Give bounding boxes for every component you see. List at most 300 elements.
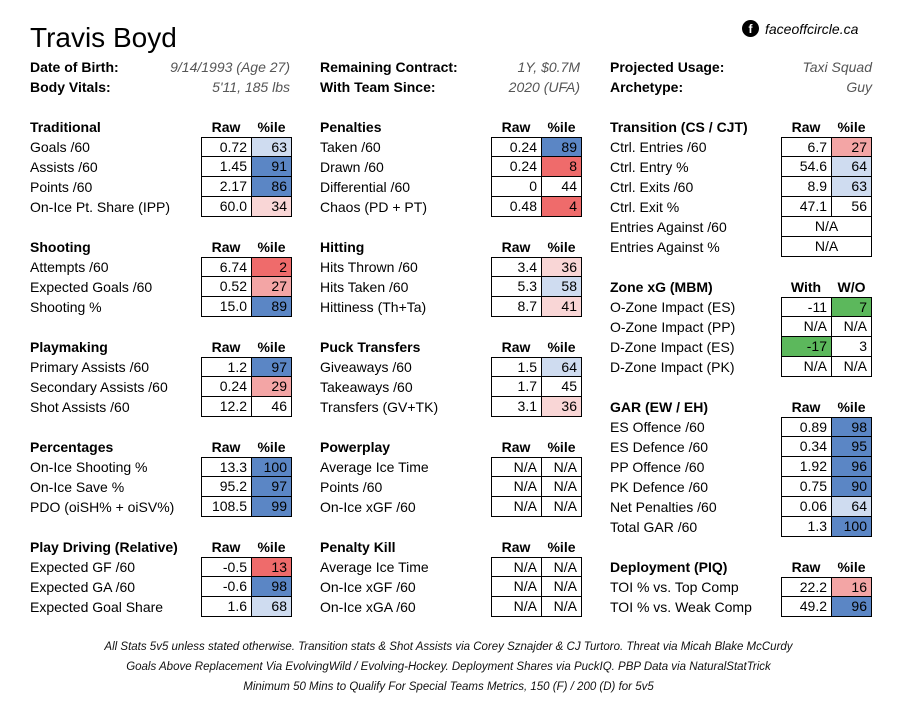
stat-percentile: 13: [252, 558, 291, 576]
stat-raw: 6.74: [202, 258, 252, 276]
faceoffcircle-logo-icon: f: [742, 20, 759, 37]
stat-raw: 0.89: [782, 418, 832, 436]
section-header: [30, 237, 292, 257]
stat-raw: N/A: [492, 477, 542, 496]
section-penalties: [320, 117, 582, 217]
stat-row: [30, 477, 292, 497]
stat-value-box: [201, 397, 292, 417]
player-name: Travis Boyd: [30, 22, 177, 53]
stat-raw: 108.5: [202, 497, 252, 516]
stat-percentile: 95: [832, 437, 871, 456]
stat-raw: 12.2: [202, 397, 252, 416]
stat-row: [320, 137, 582, 157]
stat-raw: 15.0: [202, 297, 252, 316]
stat-percentile: 97: [252, 477, 291, 496]
stat-label: Goals /60: [30, 139, 90, 155]
stat-row: [30, 557, 292, 577]
stat-raw: 60.0: [202, 197, 252, 216]
stat-percentile: 45: [542, 377, 581, 396]
stat-raw: 2.17: [202, 177, 252, 196]
stat-label: On-Ice Save %: [30, 479, 125, 495]
stat-row: [610, 357, 872, 377]
stat-row: [30, 497, 292, 517]
stat-label: TOI % vs. Top Comp: [610, 579, 739, 595]
stat-percentile: 27: [252, 277, 291, 296]
stat-row: [610, 297, 872, 317]
stat-label: Points /60: [30, 179, 93, 195]
stat-percentile: 64: [542, 358, 581, 376]
stat-value-box: [781, 137, 872, 157]
stat-value-box: [201, 197, 292, 217]
stat-value-box: [201, 297, 292, 317]
stat-raw: 0.72: [202, 138, 252, 156]
stat-raw: N/A: [492, 497, 542, 516]
stat-percentile: 29: [252, 377, 291, 396]
stat-value-box: [491, 577, 582, 597]
stat-row: [320, 197, 582, 217]
section-zone-xg-mbm: [610, 277, 872, 377]
section-powerplay: [320, 437, 582, 517]
stat-value-box: [781, 297, 872, 317]
stat-row: [30, 197, 292, 217]
stat-label: On-Ice Pt. Share (IPP): [30, 199, 171, 215]
info-value: 5'11, 185 lbs: [212, 79, 290, 95]
column-header-percentile: %ile: [837, 559, 866, 575]
info-value: 1Y, $0.7M: [517, 59, 580, 75]
stat-row: [320, 477, 582, 497]
stat-raw: 5.3: [492, 277, 542, 296]
stat-raw: 0.06: [782, 497, 832, 516]
stat-value-box: [491, 497, 582, 517]
stat-percentile: N/A: [542, 458, 581, 476]
stat-value-box: [491, 177, 582, 197]
stat-row: [610, 457, 872, 477]
section-title: Transition (CS / CJT): [610, 119, 748, 135]
stat-label: O-Zone Impact (PP): [610, 319, 736, 335]
stat-row: [610, 157, 872, 177]
stat-percentile: 4: [542, 197, 581, 216]
info-value: Taxi Squad: [802, 59, 872, 75]
stat-raw: 47.1: [782, 197, 832, 216]
stat-value-box: [201, 377, 292, 397]
stat-label: Drawn /60: [320, 159, 384, 175]
stat-label: ES Defence /60: [610, 439, 709, 455]
stat-row: [30, 577, 292, 597]
stat-percentile: N/A: [542, 577, 581, 596]
section-header: [30, 337, 292, 357]
stat-value-box: [781, 357, 872, 377]
stat-value-box: [781, 597, 872, 617]
footer-line: Goals Above Replacement Via EvolvingWild / Evolving-Hockey. Deployment Shares via PuckIQ. PBP Data via NaturalStatTrick: [126, 661, 771, 673]
stat-row: [30, 137, 292, 157]
stat-label: Transfers (GV+TK): [320, 399, 439, 415]
column-header-raw: Raw: [211, 339, 241, 355]
stat-raw: 0.24: [202, 377, 252, 396]
stat-percentile: 89: [542, 138, 581, 156]
column-header-percentile: %ile: [257, 339, 286, 355]
stat-label: Differential /60: [320, 179, 411, 195]
stat-label: Expected Goals /60: [30, 279, 153, 295]
stat-row: [610, 577, 872, 597]
stat-row: [610, 237, 872, 257]
stat-row: [30, 297, 292, 317]
stat-row: [30, 597, 292, 617]
stat-row: [610, 497, 872, 517]
stat-raw: N/A: [492, 597, 542, 616]
info-label: Remaining Contract:: [320, 59, 458, 75]
stat-label: Assists /60: [30, 159, 98, 175]
stat-value-box: [781, 417, 872, 437]
stat-raw: 1.3: [782, 517, 832, 536]
stat-value-box: [491, 257, 582, 277]
section-deployment-piq: [610, 557, 872, 617]
stat-row: [320, 357, 582, 377]
stat-value-box: [201, 557, 292, 577]
stat-label: TOI % vs. Weak Comp: [610, 599, 752, 615]
info-value: 2020 (UFA): [508, 79, 580, 95]
section-header: [610, 397, 872, 417]
stat-label: Hits Thrown /60: [320, 259, 418, 275]
stat-value-box: [781, 317, 872, 337]
stat-raw: 3.4: [492, 258, 542, 276]
info-label: Body Vitals:: [30, 79, 111, 95]
section-puck-transfers: [320, 337, 582, 417]
stat-raw: 1.2: [202, 358, 252, 376]
stat-value-box: [201, 477, 292, 497]
stat-value-box: [491, 557, 582, 577]
stat-raw: 0.52: [202, 277, 252, 296]
stat-percentile: 46: [252, 397, 291, 416]
section-header: [610, 557, 872, 577]
stat-value-box: [201, 497, 292, 517]
stat-row: [320, 457, 582, 477]
stat-value-box: [781, 217, 872, 237]
stat-label: Secondary Assists /60: [30, 379, 168, 395]
stat-row: [610, 137, 872, 157]
stat-percentile: 64: [832, 497, 871, 516]
stat-value-box: [491, 397, 582, 417]
stat-value-box: [781, 197, 872, 217]
info-value: 9/14/1993 (Age 27): [170, 59, 290, 75]
section-shooting: [30, 237, 292, 317]
stat-row: [320, 577, 582, 597]
column-header-raw: With: [790, 279, 822, 295]
info-date-of-birth: [30, 57, 290, 77]
section-header: [610, 117, 872, 137]
stat-percentile: 41: [542, 297, 581, 316]
column-header-percentile: %ile: [547, 119, 576, 135]
stat-raw: 1.5: [492, 358, 542, 376]
stat-label: Chaos (PD + PT): [320, 199, 427, 215]
section-playmaking: [30, 337, 292, 417]
stat-value: N/A: [814, 218, 839, 234]
stat-value-box: [201, 177, 292, 197]
stat-value-box: [201, 277, 292, 297]
stat-label: Net Penalties /60: [610, 499, 717, 515]
stat-value-box: [201, 157, 292, 177]
column-header-raw: Raw: [791, 399, 821, 415]
stat-value-box: [491, 597, 582, 617]
stat-percentile: 99: [252, 497, 291, 516]
stat-raw: N/A: [782, 357, 832, 376]
section-title: Percentages: [30, 439, 114, 455]
stat-label: Giveaways /60: [320, 359, 412, 375]
stat-value-box: [491, 357, 582, 377]
stat-value-box: [781, 497, 872, 517]
stat-row: [610, 217, 872, 237]
section-title: Powerplay: [320, 439, 391, 455]
stat-value-box: [491, 197, 582, 217]
stat-percentile: 36: [542, 258, 581, 276]
section-play-driving-relative: [30, 537, 292, 617]
stat-percentile: 16: [832, 578, 871, 596]
stat-value-box: [201, 457, 292, 477]
stat-value-box: [201, 577, 292, 597]
section-title: Puck Transfers: [320, 339, 421, 355]
stat-percentile: 63: [252, 138, 291, 156]
section-percentages: [30, 437, 292, 517]
section-title: Deployment (PIQ): [610, 559, 728, 575]
stat-label: Entries Against %: [610, 239, 720, 255]
stat-label: Points /60: [320, 479, 383, 495]
section-title: Hitting: [320, 239, 365, 255]
stat-raw: 0: [492, 177, 542, 196]
section-transition-cs-cjt: [610, 117, 872, 257]
stat-row: [320, 277, 582, 297]
stat-percentile: 89: [252, 297, 291, 316]
section-header: [30, 437, 292, 457]
stat-label: D-Zone Impact (ES): [610, 339, 735, 355]
column-header-percentile: %ile: [257, 239, 286, 255]
stat-label: Ctrl. Exits /60: [610, 179, 694, 195]
stat-value-box: [491, 277, 582, 297]
stat-percentile: 96: [832, 457, 871, 476]
column-header-percentile: %ile: [837, 399, 866, 415]
column-header-raw: Raw: [211, 539, 241, 555]
stat-label: Expected GF /60: [30, 559, 136, 575]
stat-label: Total GAR /60: [610, 519, 698, 535]
stat-label: Average Ice Time: [320, 559, 429, 575]
stat-raw: 1.45: [202, 157, 252, 176]
footer-line: Minimum 50 Mins to Qualify For Special Teams Metrics, 150 (F) / 200 (D) for 5v5: [243, 681, 654, 693]
stat-row: [30, 257, 292, 277]
stat-raw: 95.2: [202, 477, 252, 496]
stat-row: [610, 517, 872, 537]
stat-value-box: [781, 517, 872, 537]
stat-raw: 0.48: [492, 197, 542, 216]
stat-percentile: 64: [832, 157, 871, 176]
column-header-percentile: W/O: [837, 279, 866, 295]
section-gar-ew-eh: [610, 397, 872, 537]
stat-label: On-Ice Shooting %: [30, 459, 148, 475]
stat-raw: 8.7: [492, 297, 542, 316]
info-archetype: [610, 77, 872, 97]
stat-percentile: 91: [252, 157, 291, 176]
column-header-percentile: %ile: [547, 339, 576, 355]
section-title: Playmaking: [30, 339, 108, 355]
stat-label: Average Ice Time: [320, 459, 429, 475]
stat-percentile: N/A: [843, 318, 867, 334]
section-hitting: [320, 237, 582, 317]
section-header: [610, 277, 872, 297]
column-header-raw: Raw: [501, 339, 531, 355]
stat-percentile: 96: [832, 597, 871, 616]
column-header-raw: Raw: [501, 539, 531, 555]
stat-percentile: 56: [832, 197, 871, 216]
stat-label: On-Ice xGF /60: [320, 579, 416, 595]
stat-label: ES Offence /60: [610, 419, 705, 435]
stat-raw: 0.75: [782, 477, 832, 496]
stat-percentile: 2: [252, 258, 291, 276]
section-penalty-kill: [320, 537, 582, 617]
section-header: [320, 237, 582, 257]
stat-percentile: 36: [542, 397, 581, 416]
stat-row: [320, 157, 582, 177]
section-title: Penalties: [320, 119, 382, 135]
column-header-percentile: %ile: [547, 539, 576, 555]
info-projected-usage: [610, 57, 872, 77]
section-title: GAR (EW / EH): [610, 399, 708, 415]
brand-site: faceoffcircle.ca: [765, 20, 859, 37]
stat-value-box: [491, 157, 582, 177]
stat-row: [30, 177, 292, 197]
stat-label: Hittiness (Th+Ta): [320, 299, 427, 315]
stat-label: Taken /60: [320, 139, 381, 155]
section-header: [30, 117, 292, 137]
stat-label: O-Zone Impact (ES): [610, 299, 736, 315]
stat-row: [610, 177, 872, 197]
stat-label: PDO (oiSH% + oiSV%): [30, 499, 175, 515]
stat-percentile: 7: [832, 298, 871, 316]
stat-raw: 1.92: [782, 457, 832, 476]
stat-percentile: 86: [252, 177, 291, 196]
info-label: Archetype:: [610, 79, 684, 95]
column-header-percentile: %ile: [257, 439, 286, 455]
stat-row: [30, 457, 292, 477]
stat-percentile: 68: [252, 597, 291, 616]
stat-row: [610, 417, 872, 437]
stat-raw: 6.7: [782, 138, 832, 156]
stat-percentile: 90: [832, 477, 871, 496]
column-header-percentile: %ile: [257, 119, 286, 135]
column-header-raw: Raw: [791, 559, 821, 575]
stat-label: Ctrl. Exit %: [610, 199, 680, 215]
stat-percentile: 58: [542, 277, 581, 296]
stat-row: [320, 177, 582, 197]
stat-percentile: 44: [542, 177, 581, 196]
stat-raw: N/A: [782, 317, 832, 336]
column-header-percentile: %ile: [257, 539, 286, 555]
stat-raw: 22.2: [782, 578, 832, 596]
stat-percentile: 100: [252, 458, 291, 476]
stat-label: Shooting %: [30, 299, 102, 315]
section-title: Traditional: [30, 119, 101, 135]
stat-raw: -11: [782, 298, 832, 316]
column-header-raw: Raw: [501, 119, 531, 135]
stat-percentile: 98: [832, 418, 871, 436]
stat-label: PK Defence /60: [610, 479, 709, 495]
section-title: Play Driving (Relative): [30, 539, 178, 555]
section-header: [320, 537, 582, 557]
stat-value-box: [781, 477, 872, 497]
info-value: Guy: [846, 79, 872, 95]
stat-label: Expected GA /60: [30, 579, 136, 595]
stat-row: [30, 357, 292, 377]
stat-row: [610, 197, 872, 217]
stat-value-box: [781, 237, 872, 257]
info-remaining-contract: [320, 57, 580, 77]
footer-notes: [0, 637, 897, 697]
stat-value-box: [491, 137, 582, 157]
column-header-percentile: %ile: [547, 239, 576, 255]
stat-value-box: [201, 257, 292, 277]
stat-row: [320, 257, 582, 277]
column-header-percentile: %ile: [547, 439, 576, 455]
info-label: Date of Birth:: [30, 59, 119, 75]
stat-raw: -0.5: [202, 558, 252, 576]
stat-row: [30, 397, 292, 417]
stat-value-box: [781, 457, 872, 477]
stat-raw: 8.9: [782, 177, 832, 196]
brand[interactable]: [742, 20, 858, 37]
stat-raw: -0.6: [202, 577, 252, 596]
stat-value-box: [781, 177, 872, 197]
column-header-raw: Raw: [211, 119, 241, 135]
stat-value-box: [491, 457, 582, 477]
stat-row: [320, 397, 582, 417]
stat-value-box: [781, 577, 872, 597]
info-with-team-since: [320, 77, 580, 97]
stat-percentile: 100: [832, 517, 871, 536]
stat-row: [610, 437, 872, 457]
column-header-raw: Raw: [211, 439, 241, 455]
stat-percentile: N/A: [542, 558, 581, 576]
stat-raw: 13.3: [202, 458, 252, 476]
stat-row: [610, 337, 872, 357]
stat-row: [610, 597, 872, 617]
stat-value-box: [781, 437, 872, 457]
stat-percentile: 98: [252, 577, 291, 596]
info-body-vitals: [30, 77, 290, 97]
section-header: [320, 437, 582, 457]
stat-raw: 49.2: [782, 597, 832, 616]
stat-value-box: [491, 477, 582, 497]
stat-raw: N/A: [492, 458, 542, 476]
stat-value-box: [201, 357, 292, 377]
stat-raw: 0.34: [782, 437, 832, 456]
stat-percentile: 27: [832, 138, 871, 156]
stat-label: D-Zone Impact (PK): [610, 359, 735, 375]
stat-raw: 54.6: [782, 157, 832, 176]
stat-percentile: 34: [252, 197, 291, 216]
stat-value: N/A: [814, 238, 839, 254]
stat-value-box: [201, 137, 292, 157]
footer-line: All Stats 5v5 unless stated otherwise. Transition stats & Shot Assists via Corey Sznajder & CJ Turtoro. Threat via Micah Blake McCurdy: [104, 641, 793, 653]
stat-percentile: N/A: [542, 477, 581, 496]
stat-label: Expected Goal Share: [30, 599, 164, 615]
stat-label: Ctrl. Entries /60: [610, 139, 707, 155]
stat-percentile: 63: [832, 177, 871, 196]
info-label: With Team Since:: [320, 79, 436, 95]
column-header-raw: Raw: [211, 239, 241, 255]
stat-row: [320, 597, 582, 617]
stat-label: PP Offence /60: [610, 459, 705, 475]
stat-value-box: [201, 597, 292, 617]
stat-label: Hits Taken /60: [320, 279, 409, 295]
stat-percentile: 97: [252, 358, 291, 376]
section-title: Penalty Kill: [320, 539, 396, 555]
stat-raw: 1.7: [492, 377, 542, 396]
